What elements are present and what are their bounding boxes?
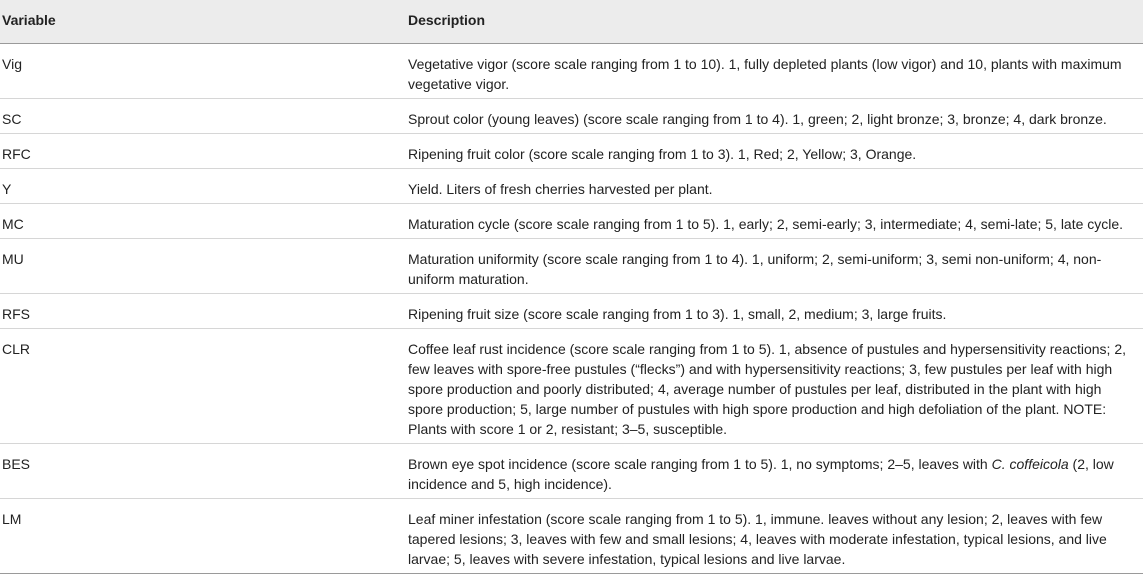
table-row: [0, 443, 1143, 498]
description-cell: Ripening fruit color (score scale ranging from 1 to 3). 1, Red; 2, Yellow; 3, Orange.: [406, 133, 1143, 168]
table-body: [0, 43, 1143, 573]
table-row: [0, 328, 1143, 443]
variable-cell: RFC: [0, 133, 406, 168]
description-cell: Maturation cycle (score scale ranging from 1 to 5). 1, early; 2, semi-early; 3, intermediate; 4, semi-late; 5, late cycle.: [406, 203, 1143, 238]
description-cell: [406, 443, 1143, 498]
header-description: Description: [408, 12, 486, 29]
description-cell: Ripening fruit size (score scale ranging from 1 to 3). 1, small, 2, medium; 3, large fruits.: [406, 293, 1143, 328]
description-cell: Leaf miner infestation (score scale ranging from 1 to 5). 1, immune. leaves without any lesion; 2, leaves with few tapered lesions; 3, leaves with few and small lesions; 4, leaves with moderate infestation, typical lesions, and live larvae; 5, leaves with severe infestation, typical lesions and live larvae.: [406, 498, 1143, 573]
table-row: [0, 43, 1143, 98]
header-row: [0, 0, 1143, 43]
description-text: (2, low incidence and 5, high incidence).: [408, 455, 1114, 492]
variable-cell: CLR: [0, 328, 406, 443]
variable-cell: SC: [0, 98, 406, 133]
table-row: [0, 293, 1143, 328]
description-cell: Vegetative vigor (score scale ranging from 1 to 10). 1, fully depleted plants (low vigor) and 10, plants with maximum vegetative vigor.: [406, 43, 1143, 98]
table-row: [0, 133, 1143, 168]
header-variable: Variable: [2, 12, 56, 29]
variable-cell: BES: [0, 443, 406, 498]
description-text: Brown eye spot incidence (score scale ranging from 1 to 5). 1, no symptoms; 2–5, leaves with: [408, 455, 992, 472]
description-cell: Maturation uniformity (score scale ranging from 1 to 4). 1, uniform; 2, semi-uniform; 3, semi non-uniform; 4, non-uniform maturation.: [406, 238, 1143, 293]
table-row: [0, 203, 1143, 238]
table-row: [0, 238, 1143, 293]
variable-cell: RFS: [0, 293, 406, 328]
variable-cell: Y: [0, 168, 406, 203]
table-row: [0, 168, 1143, 203]
description-cell: Coffee leaf rust incidence (score scale ranging from 1 to 5). 1, absence of pustules and hypersensitivity reactions; 2, few leaves with spore-free pustules (“flecks”) and with hypersensitivity reactions; 3, few pustules per leaf with high spore production and poorly distributed; 4, average number of pustules per leaf, distributed in the plant with high spore production; 5, large number of pustules with high spore production and high defoliation of the plant. NOTE: Plants with score 1 or 2, resistant; 3–5, susceptible.: [406, 328, 1143, 443]
variable-cell: LM: [0, 498, 406, 573]
variable-cell: MU: [0, 238, 406, 293]
table-header: [0, 0, 1143, 43]
species-name: C. coffeicola: [991, 455, 1069, 472]
variable-cell: Vig: [0, 43, 406, 98]
table-row: [0, 98, 1143, 133]
description-cell: Sprout color (young leaves) (score scale ranging from 1 to 4). 1, green; 2, light bronze; 3, bronze; 4, dark bronze.: [406, 98, 1143, 133]
description-cell: Yield. Liters of fresh cherries harvested per plant.: [406, 168, 1143, 203]
variable-cell: MC: [0, 203, 406, 238]
table-row: [0, 498, 1143, 573]
